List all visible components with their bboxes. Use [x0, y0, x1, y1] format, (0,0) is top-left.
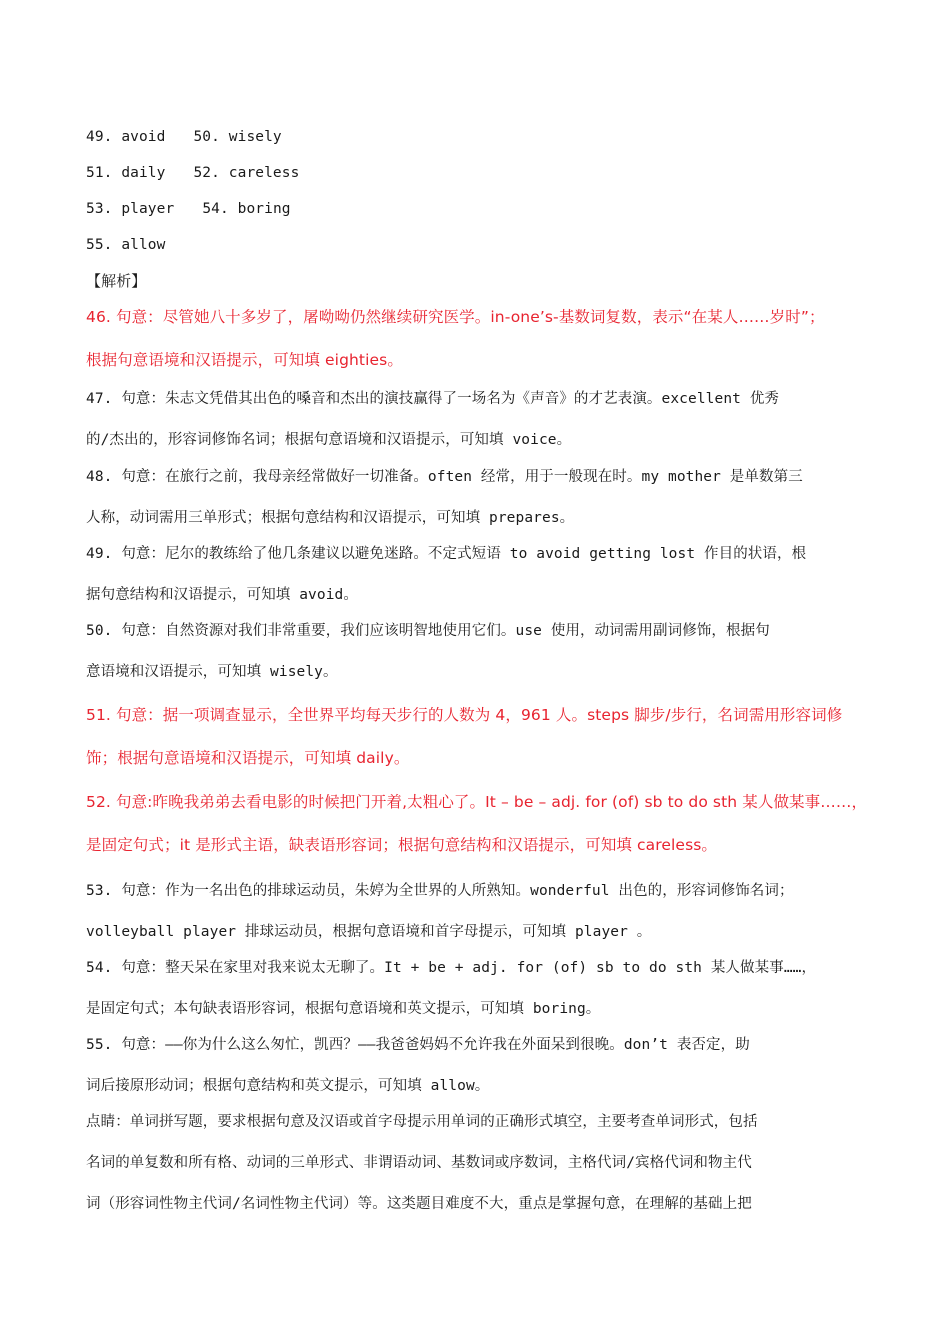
explanation-49-line1: 49. 句意：尼尔的教练给了他几条建议以避免迷路。不定式短语 to avoid getting lost 作目的状语，根 — [86, 546, 807, 562]
explanation-50-line2: 意语境和汉语提示，可知填 wisely。 — [86, 664, 338, 680]
section-heading: 【解析】 — [86, 272, 147, 290]
explanation-52-line1: 52. 句意:昨晚我弟弟去看电影的时候把门开着,太粗心了。It – be – adj. for (of) sb to do sth 某人做某事……， — [86, 793, 868, 811]
explanation-55-line2: 词后接原形动词；根据句意结构和英文提示，可知填 allow。 — [86, 1078, 490, 1094]
answer-row — [86, 163, 299, 183]
answer-54: 54. boring — [202, 201, 291, 217]
explanation-48-line1: 48. 句意：在旅行之前，我母亲经常做好一切准备。often 经常，用于一般现在时。my mother 是单数第三 — [86, 469, 803, 485]
answer-row — [86, 127, 282, 147]
answer-row — [86, 199, 291, 219]
explanation-55-line1: 55. 句意：——你为什么这么匆忙，凯西？——我爸爸妈妈不允许我在外面呆到很晚。don’t 表否定，助 — [86, 1037, 750, 1053]
answer-55: 55. allow — [86, 237, 166, 253]
explanation-50-line1: 50. 句意：自然资源对我们非常重要，我们应该明智地使用它们。use 使用，动词需用副词修饰，根据句 — [86, 623, 770, 639]
tip-line1: 点睛：单词拼写题，要求根据句意及汉语或首字母提示用单词的正确形式填空，主要考查单词形式，包括 — [86, 1114, 758, 1130]
explanation-48-line2: 人称，动词需用三单形式；根据句意结构和汉语提示，可知填 prepares。 — [86, 510, 575, 526]
explanation-53-line2: volleyball player 排球运动员，根据句意语境和首字母提示，可知填 player 。 — [86, 924, 652, 940]
explanation-49-line2: 据句意结构和汉语提示，可知填 avoid。 — [86, 587, 358, 603]
explanation-54-line1: 54. 句意：整天呆在家里对我来说太无聊了。It + be + adj. for (of) sb to do sth 某人做某事……， — [86, 960, 817, 976]
explanation-46-line2: 根据句意语境和汉语提示，可知填 eighties。 — [86, 351, 403, 369]
explanation-52-line2: 是固定句式；it 是形式主语，缺表语形容词；根据句意结构和汉语提示，可知填 careless。 — [86, 836, 718, 854]
tip-line3: 词（形容词性物主代词/名词性物主代词）等。这类题目难度不大，重点是掌握句意，在理解的基础上把 — [86, 1196, 752, 1212]
explanation-46-line1: 46. 句意：尽管她八十多岁了，屠呦呦仍然继续研究医学。in-one’s-基数词复数，表示“在某人……岁时”； — [86, 308, 825, 326]
answer-51: 51. daily — [86, 165, 166, 181]
tip-line2: 名词的单复数和所有格、动词的三单形式、非谓语动词、基数词或序数词，主格代词/宾格代词和物主代 — [86, 1155, 752, 1171]
explanation-51-line2: 饰；根据句意语境和汉语提示，可知填 daily。 — [86, 749, 410, 767]
explanation-54-line2: 是固定句式；本句缺表语形容词，根据句意语境和英文提示，可知填 boring。 — [86, 1001, 601, 1017]
explanation-47-line1: 47. 句意：朱志文凭借其出色的嗓音和杰出的演技赢得了一场名为《声音》的才艺表演。excellent 优秀 — [86, 391, 780, 407]
answer-row — [86, 235, 165, 255]
explanation-53-line1: 53. 句意：作为一名出色的排球运动员，朱婷为全世界的人所熟知。wonderful 出色的，形容词修饰名词； — [86, 883, 794, 899]
answer-49: 49. avoid — [86, 129, 166, 145]
explanation-51-line1: 51. 句意：据一项调查显示，全世界平均每天步行的人数为 4，961 人。steps 脚步/步行，名词需用形容词修 — [86, 706, 843, 724]
answer-52: 52. careless — [193, 165, 300, 181]
answer-53: 53. player — [86, 201, 175, 217]
answer-50: 50. wisely — [193, 129, 282, 145]
explanation-47-line2: 的/杰出的，形容词修饰名词；根据句意语境和汉语提示，可知填 voice。 — [86, 432, 572, 448]
